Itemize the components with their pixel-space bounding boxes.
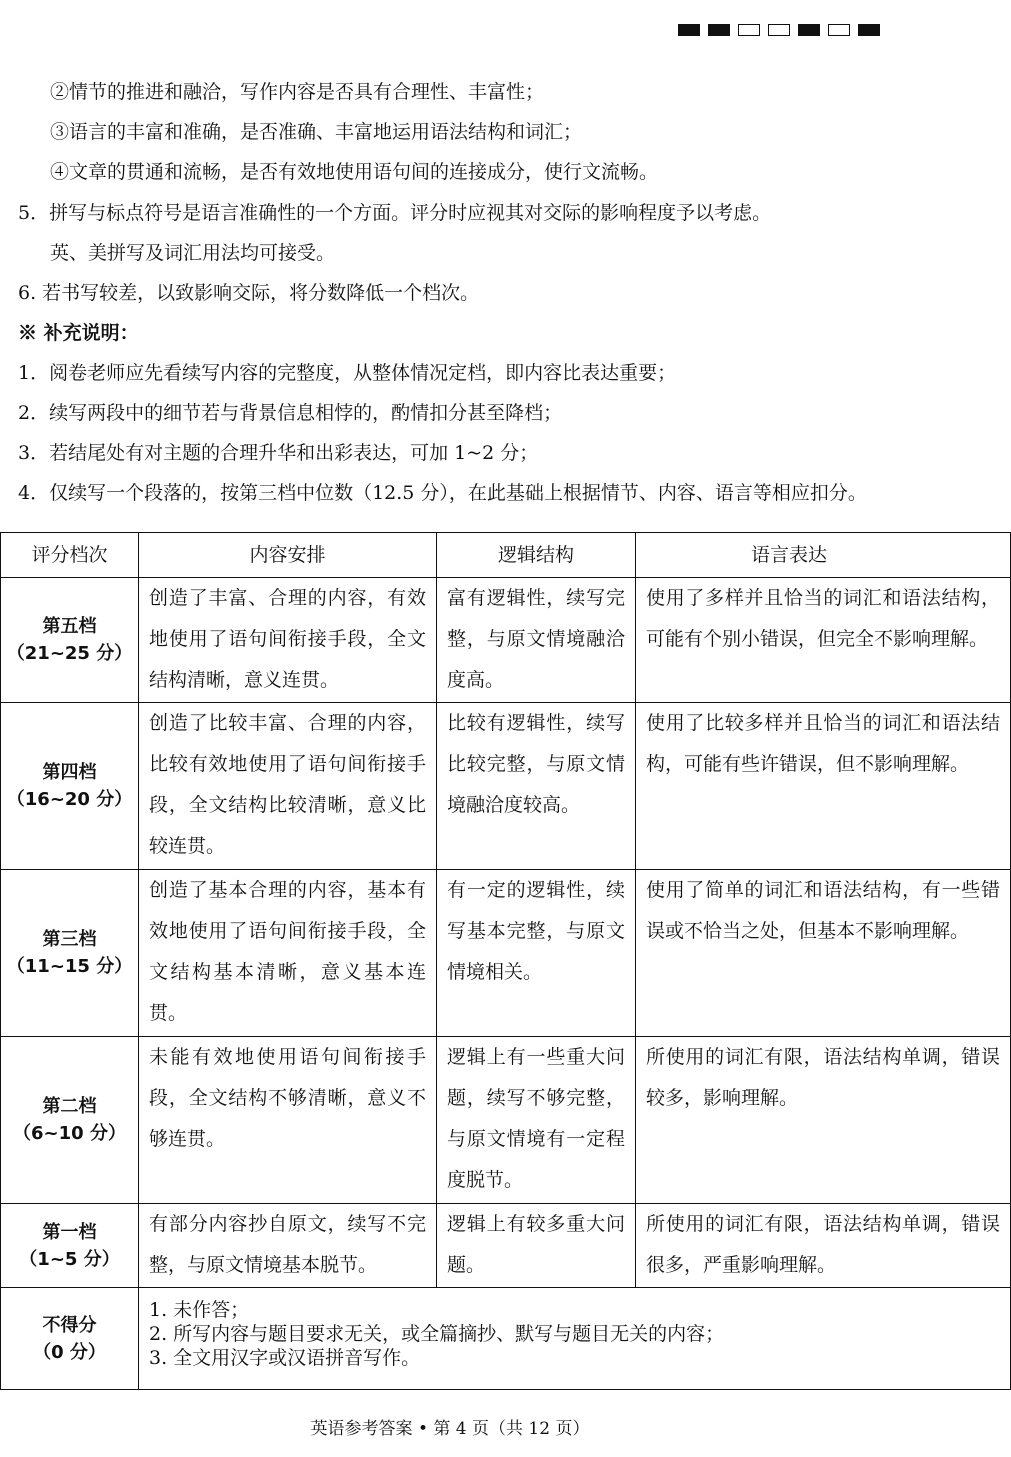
- level-cell: [1, 703, 139, 870]
- supplement-2: 2．续写两段中的细节若与背景信息相悖的，酌情扣分甚至降档；: [18, 402, 563, 424]
- scoring-table: [0, 532, 1011, 1390]
- supplement-4: 4．仅续写一个段落的，按第三档中位数（12.5 分），在此基础上根据情节、内容、语言等相应扣分。: [18, 482, 867, 504]
- logic-cell: 比较有逻辑性，续写比较完整，与原文情境融洽度较高。: [437, 703, 636, 870]
- logic-cell: 有一定的逻辑性，续写基本完整，与原文情境相关。: [437, 870, 636, 1037]
- criterion-3: ③语言的丰富和准确，是否准确、丰富地运用语法结构和词汇；: [50, 121, 583, 143]
- language-cell: 使用了多样并且恰当的词汇和语法结构，可能有个别小错误，但完全不影响理解。: [636, 578, 1011, 703]
- table-row: [1, 1204, 1011, 1288]
- level-name: 第一档: [42, 1221, 97, 1243]
- header-content: 内容安排: [139, 533, 437, 578]
- level-cell: [1, 1288, 139, 1390]
- level-range: （1~5 分）: [19, 1248, 120, 1270]
- level-name: 不得分: [42, 1314, 97, 1336]
- supplement-heading: ※ 补充说明：: [18, 322, 139, 344]
- rule-6: 6. 若书写较差，以致影响交际，将分数降低一个档次。: [18, 282, 480, 304]
- header-logic: 逻辑结构: [437, 533, 636, 578]
- level-range: （16~20 分）: [6, 789, 133, 810]
- table-row-zero: [1, 1288, 1011, 1390]
- content-cell: 创造了丰富、合理的内容，有效地使用了语句间衔接手段，全文结构清晰，意义连贯。: [139, 578, 437, 703]
- level-range: （21~25 分）: [6, 643, 133, 664]
- language-cell: 使用了简单的词汇和语法结构，有一些错误或不恰当之处，但基本不影响理解。: [636, 870, 1011, 1037]
- supplement-3: 3．若结尾处有对主题的合理升华和出彩表达，可加 1~2 分；: [18, 442, 539, 464]
- zero-score-conditions: [139, 1288, 1011, 1390]
- zero-item-3: 3. 全文用汉字或汉语拼音写作。: [149, 1347, 421, 1369]
- logic-cell: 富有逻辑性，续写完整，与原文情境融洽度高。: [437, 578, 636, 703]
- header-level: 评分档次: [1, 533, 139, 578]
- header-mark-3: [738, 24, 760, 36]
- level-cell: [1, 1204, 139, 1288]
- header-marks: [678, 24, 880, 36]
- content-cell: 有部分内容抄自原文，续写不完整，与原文情境基本脱节。: [139, 1204, 437, 1288]
- header-mark-6: [828, 24, 850, 36]
- language-cell: 使用了比较多样并且恰当的词汇和语法结构，可能有些许错误，但不影响理解。: [636, 703, 1011, 870]
- header-mark-2: [708, 24, 730, 36]
- rule-5: 5．拼写与标点符号是语言准确性的一个方面。评分时应视其对交际的影响程度予以考虑。: [18, 202, 772, 224]
- content-cell: 未能有效地使用语句间衔接手段，全文结构不够清晰，意义不够连贯。: [139, 1037, 437, 1204]
- language-cell: 所使用的词汇有限，语法结构单调，错误较多，影响理解。: [636, 1037, 1011, 1204]
- table-row: [1, 870, 1011, 1037]
- header-language: 语言表达: [636, 533, 1011, 578]
- header-mark-7: [858, 24, 880, 36]
- table-row: [1, 703, 1011, 870]
- content-cell: 创造了基本合理的内容，基本有效地使用了语句间衔接手段，全文结构基本清晰，意义基本连贯。: [139, 870, 437, 1037]
- content-cell: 创造了比较丰富、合理的内容，比较有效地使用了语句间衔接手段，全文结构比较清晰，意义比较连贯。: [139, 703, 437, 870]
- table-row: [1, 1037, 1011, 1204]
- logic-cell: 逻辑上有一些重大问题，续写不够完整，与原文情境有一定程度脱节。: [437, 1037, 636, 1204]
- language-cell: 所使用的词汇有限，语法结构单调，错误很多，严重影响理解。: [636, 1204, 1011, 1288]
- rule-5-continued: 英、美拼写及词汇用法均可接受。: [50, 242, 336, 264]
- level-cell: [1, 870, 139, 1037]
- header-mark-1: [678, 24, 700, 36]
- table-header-row: [1, 533, 1011, 578]
- header-mark-5: [798, 24, 820, 36]
- level-name: 第四档: [42, 762, 97, 783]
- logic-cell: 逻辑上有较多重大问题。: [437, 1204, 636, 1288]
- level-cell: [1, 578, 139, 703]
- level-range: （6~10 分）: [13, 1123, 126, 1144]
- header-mark-4: [768, 24, 790, 36]
- level-range: （0 分）: [33, 1341, 106, 1363]
- criterion-4: ④文章的贯通和流畅，是否有效地使用语句间的连接成分，使行文流畅。: [50, 161, 659, 183]
- level-range: （11~15 分）: [6, 956, 133, 977]
- zero-item-2: 2. 所写内容与题目要求无关，或全篇摘抄、默写与题目无关的内容；: [149, 1323, 725, 1345]
- table-row: [1, 578, 1011, 703]
- page-footer: 英语参考答案 • 第 4 页（共 12 页）: [310, 1419, 590, 1439]
- level-name: 第三档: [42, 929, 97, 950]
- scoring-table-wrapper: [0, 532, 1000, 1392]
- zero-item-1: 1. 未作答；: [149, 1299, 250, 1321]
- supplement-1: 1．阅卷老师应先看续写内容的完整度，从整体情况定档，即内容比表达重要；: [18, 362, 677, 384]
- criterion-2: ②情节的推进和融洽，写作内容是否具有合理性、丰富性；: [50, 81, 545, 103]
- level-name: 第五档: [42, 616, 97, 637]
- level-cell: [1, 1037, 139, 1204]
- level-name: 第二档: [42, 1096, 97, 1117]
